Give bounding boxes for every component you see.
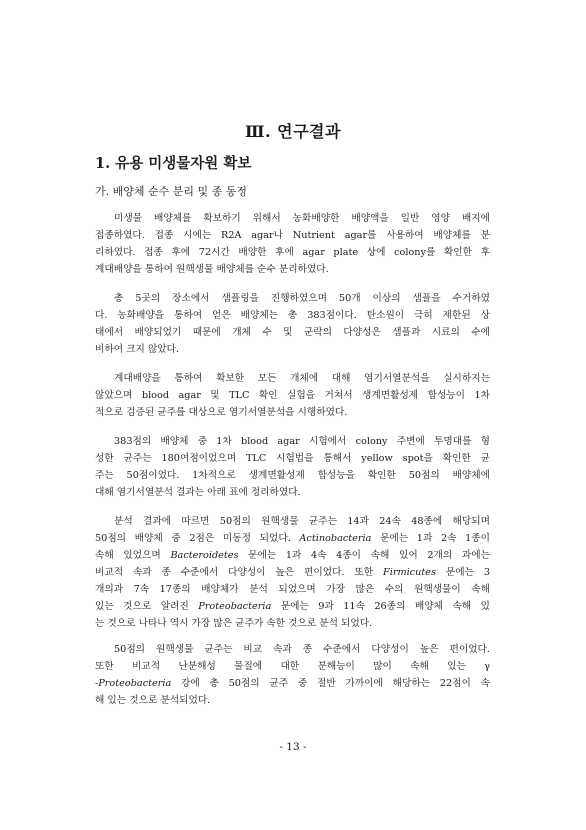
paragraph-2 xyxy=(95,290,490,358)
paragraph-line: 적으로 검증된 균주를 대상으로 염기서열분석을 시행하였다. xyxy=(95,407,348,418)
paragraph-line: 다. 농화배양을 통하여 얻은 배양체는 총 383점이다. 탄소원이 극히 제한된 상 xyxy=(95,310,490,321)
paragraph-line: 주는 50점이었다. 1차적으로 생계면활성제 합성능을 확인한 50점의 배양체에 xyxy=(95,470,490,481)
paragraph-line: 50점의 원핵생물 균주는 비교 속과 종 수준에서 다양성이 높은 편이었다. xyxy=(114,644,490,655)
paragraph-line: 개의과 7속 17종의 배양체가 분석 되었으며 가장 많은 수의 원핵생물이 속해 xyxy=(95,584,490,595)
paragraph-line: 비교적 속과 종 수준에서 다양성이 높은 편이었다. 또한 Firmicutes 문에는 3 xyxy=(95,567,490,578)
paragraph-4 xyxy=(95,433,490,501)
paragraph-line: 계대배양을 통하여 원핵생물 배양체를 순수 분리하였다. xyxy=(95,264,329,275)
paragraph-line: 성한 균주는 180여점이었으며 TLC 시험법을 통해서 yellow spot을 확인한 균 xyxy=(95,453,490,464)
paragraph-line: 접종하였다. 접종 시에는 R2A agar나 Nutrient agar를 사용하여 배양체를 분 xyxy=(95,230,490,241)
page-number: - 13 - xyxy=(279,741,307,753)
chapter-title: Ⅲ. 연구결과 xyxy=(245,122,341,141)
paragraph-1 xyxy=(95,210,490,278)
paragraph-line: -Proteobacteria 강에 총 50점의 균주 중 절반 가까이에 해당하는 22점이 속 xyxy=(95,678,490,689)
paragraph-6 xyxy=(95,641,490,709)
paragraph-line: 비하여 크지 않았다. xyxy=(95,344,180,355)
paragraph-line: 리하였다. 접종 후에 72시간 배양한 후에 agar plate 상에 colony를 확인한 후 xyxy=(95,247,490,258)
paragraph-line: 총 5곳의 장소에서 샘플링을 진행하였으며 50개 이상의 샘플을 수거하였 xyxy=(114,293,490,304)
subsection-title: 가. 배양체 순수 분리 및 종 동정 xyxy=(95,185,247,198)
paragraph-line: 해 있는 것으로 분석되었다. xyxy=(95,695,211,706)
paragraph-line: 계대배양을 통하여 확보한 모든 개체에 대해 염기서열분석을 실시하지는 xyxy=(114,373,490,384)
paragraph-line: 또한 비교적 난분해성 물질에 대한 분해능이 많이 속해 있는 γ xyxy=(95,661,490,672)
paragraph-5 xyxy=(95,513,490,632)
paragraph-line: 50점의 배양체 중 2점은 미동정 되었다. Actinobacteria 문에는 1과 2속 1종이 xyxy=(95,533,490,544)
section-title: 1. 유용 미생물자원 확보 xyxy=(95,155,252,172)
paragraph-line: 분석 결과에 따르면 50점의 원핵생물 균주는 14과 24속 48종에 해당되며 xyxy=(114,516,490,527)
paragraph-line: 태에서 배양되었기 때문에 개체 수 및 군락의 다양성은 샘플과 시료의 수에 xyxy=(95,327,490,338)
paragraph-line: 383점의 배양체 중 1차 blood agar 시험에서 colony 주변에 투명대를 형 xyxy=(114,436,490,447)
paragraph-3 xyxy=(95,370,490,421)
paragraph-line: 않았으며 blood agar 및 TLC 확인 실험을 거쳐서 생계면활성제 합성능이 1차 xyxy=(95,390,490,401)
paragraph-line: 는 것으로 나타나 역시 가장 많은 균주가 속한 것으로 분석 되었다. xyxy=(95,618,373,629)
paragraph-line: 대해 염기서열분석 결과는 아래 표에 정리하였다. xyxy=(95,487,301,498)
paragraph-line: 미생물 배양체를 확보하기 위해서 농화배양한 배양액을 일반 영양 배지에 xyxy=(114,213,490,224)
paragraph-line: 있는 것으로 알려진 Proteobacteria 문에는 9과 11속 26종의 배양체 속해 있 xyxy=(95,601,490,612)
paragraph-line: 속해 있었으며 Bacteroidetes 문에는 1과 4속 4종이 속해 있어 2개의 과에는 xyxy=(95,550,490,561)
